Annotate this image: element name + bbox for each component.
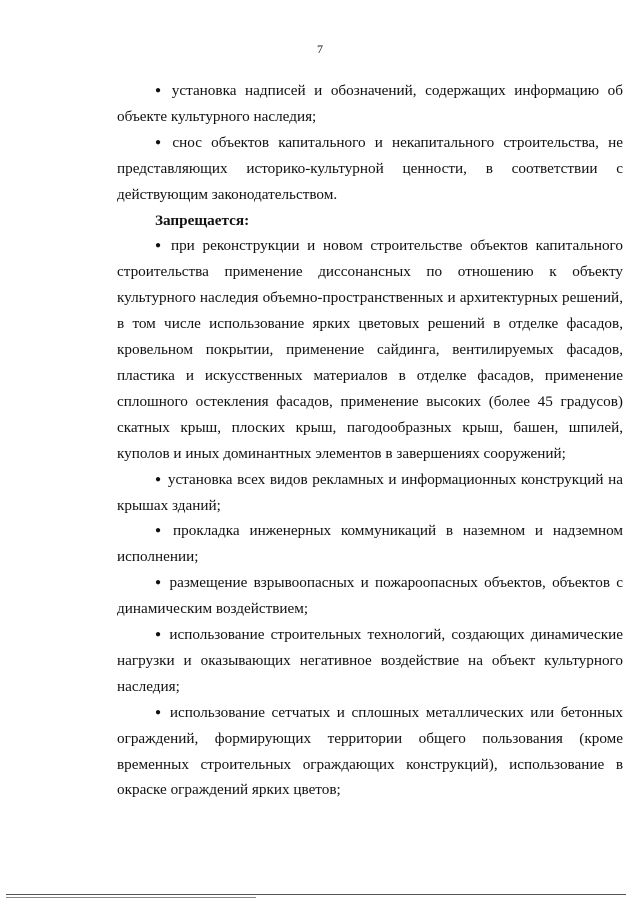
- list-item: [117, 700, 623, 804]
- bullet-icon: ●: [155, 577, 164, 589]
- bullet-icon: ●: [155, 706, 164, 718]
- list-item-text: использование строительных технологий, создающих динамические нагрузки и оказывающих негативное воздействие на объект культурного наследия;: [117, 626, 623, 695]
- list-item-text: размещение взрывоопасных и пожароопасных объектов, объектов с динамическим воздействием;: [117, 574, 623, 618]
- list-item: [117, 570, 623, 622]
- list-item-text: прокладка инженерных коммуникаций в наземном и надземном исполнении;: [117, 522, 623, 566]
- page-number: 7: [317, 42, 323, 56]
- list-item: [117, 467, 623, 519]
- bullet-icon: ●: [155, 136, 167, 148]
- bullet-icon: ●: [155, 240, 165, 252]
- section-heading: Запрещается:: [155, 211, 250, 229]
- list-item-text: использование сетчатых и сплошных металлических или бетонных ограждений, формирующих территории общего пользования (кроме временных строительных ограждающих конструкций), использование в окраске ограждений ярких цветов;: [117, 703, 623, 799]
- list-item-text: снос объектов капитального и некапитального строительства, не представляющих историко-культурной ценности, в соответствии с действующим законодательством.: [117, 133, 623, 203]
- bullet-icon: ●: [155, 473, 162, 485]
- bullet-icon: ●: [155, 629, 164, 641]
- footer-divider-short: [6, 897, 256, 898]
- list-item: [117, 622, 623, 700]
- list-item-text: установка всех видов рекламных и информационных конструкций на крышах зданий;: [117, 470, 623, 514]
- document-body: [117, 78, 623, 803]
- list-item-text: установка надписей и обозначений, содержащих информацию об объекте культурного наследия;: [117, 82, 623, 125]
- bullet-icon: ●: [155, 525, 168, 537]
- bullet-icon: ●: [155, 85, 166, 96]
- list-item: [117, 78, 623, 130]
- list-item: [117, 518, 623, 570]
- footer-divider: [6, 894, 626, 895]
- list-item: [117, 233, 623, 466]
- list-item-text: при реконструкции и новом строительстве объектов капитального строительства применение диссонансных по отношению к объекту культурного наследия объемно-пространственных и архитектурных решений, в том числе использование ярких цветовых решений в отделке фасадов, кровельном покрытии, применение сайдинга, вентилируемых фасадов, пластика и искусственных материалов в отделке фасадов, применение сплошного остекления фасадов, применение высоких (более 45 градусов) скатных крыш, плоских крыш, пагодообразных крыш, башен, шпилей, куполов и иных доминантных элементов в завершениях сооружений;: [117, 237, 623, 462]
- list-item: [117, 130, 623, 208]
